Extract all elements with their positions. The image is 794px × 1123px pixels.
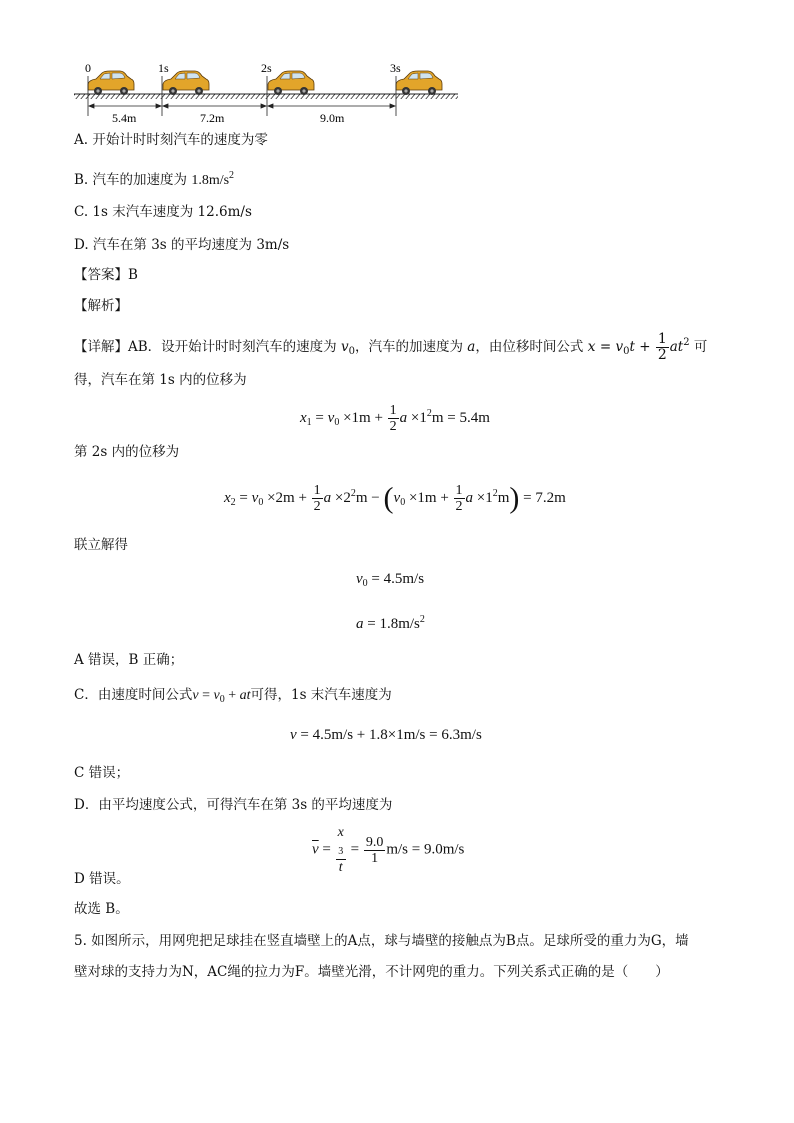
detail-line-1: 【详解】AB．设开始计时时刻汽车的速度为 $v_0$，汽车的加速度为 a，由位移时间公式 $x = v_0t$ + $\frac{1}{2}$ $at^2$ 可 [74, 331, 708, 363]
equation-x2: $x_2 = v_0 \times 2m$ + $\frac{1}{2}$ $a \times 2^2m - (v_0 \times 1m$ + $\frac{1}{2}$ $a \times 1^2m) = 7.2m$ [224, 481, 566, 515]
equation-v: v = 4.5m/s + 1.8×1m/s = 6.3m/s [290, 727, 482, 743]
final-answer: 故选 B。 [74, 901, 129, 917]
equation-x1: $x_1 = v_0 \times 1m$ + $\frac{1}{2}$ $a \times 1^2m = 5.4m$ [300, 403, 490, 434]
distance-label-0: 5.4m [112, 111, 137, 125]
c-conclusion: C 错误； [74, 765, 130, 781]
detail-line-2: 得，汽车在第 1s 内的位移为 [74, 372, 247, 388]
car-icon-3 [396, 71, 442, 95]
option-d: D. 汽车在第 3s 的平均速度为 3m/s [74, 237, 290, 253]
option-c: C. 1s 末汽车速度为 12.6m/s [74, 204, 252, 220]
car-icon-2 [268, 71, 314, 95]
d-intro: D．由平均速度公式，可得汽车在第 3s 的平均速度为 [74, 797, 393, 813]
option-a: A. 开始计时时刻汽车的速度为零 [74, 132, 268, 148]
ab-conclusion: A 错误，B 正确； [74, 652, 184, 668]
distance-label-1: 7.2m [200, 111, 225, 125]
distance-label-2: 9.0m [320, 111, 345, 125]
analysis-label: 【解析】 [74, 298, 128, 314]
option-b-value: $1.8m/s^2$ [191, 170, 235, 188]
equation-vbar: $\overline{v}$ = x $_3$ t = $\frac{9.0}{1}$ m/s = 9.0m/s [312, 825, 465, 875]
option-b [74, 166, 234, 191]
equation-v0: $v_0 = 4.5m/s$ [356, 571, 425, 589]
time-label-3: 3s [390, 61, 401, 75]
answer-label: 【答案】B [74, 267, 138, 283]
equation-a: $a = 1.8m/s^2$ [356, 614, 425, 632]
car-icon-1 [163, 71, 209, 95]
time-label-1: 1s [158, 61, 169, 75]
car-motion-figure [70, 58, 470, 128]
detail-line-3: 第 2s 内的位移为 [74, 444, 180, 460]
ground-hatch [74, 94, 458, 99]
question-5-line-2: 壁对球的支持力为N，AC绳的拉力为F。墙壁光滑，不计网兜的重力。下列关系式正确的是（ ） [74, 964, 669, 980]
time-label-0: 0 [85, 61, 91, 75]
detail-line-4: 联立解得 [74, 537, 128, 553]
question-5-line-1: 5. 如图所示，用网兜把足球挂在竖直墙壁上的A点，球与墙壁的接触点为B点。足球所受的重力为G，墙 [74, 933, 689, 949]
c-intro: C．由速度时间公式$v = v_0$ + at可得，1s 末汽车速度为 [74, 687, 392, 705]
d-conclusion: D 错误。 [74, 871, 130, 887]
option-b-text: B. 汽车的加速度为 [74, 172, 188, 188]
time-label-2: 2s [261, 61, 272, 75]
car-icon-0 [88, 71, 134, 95]
